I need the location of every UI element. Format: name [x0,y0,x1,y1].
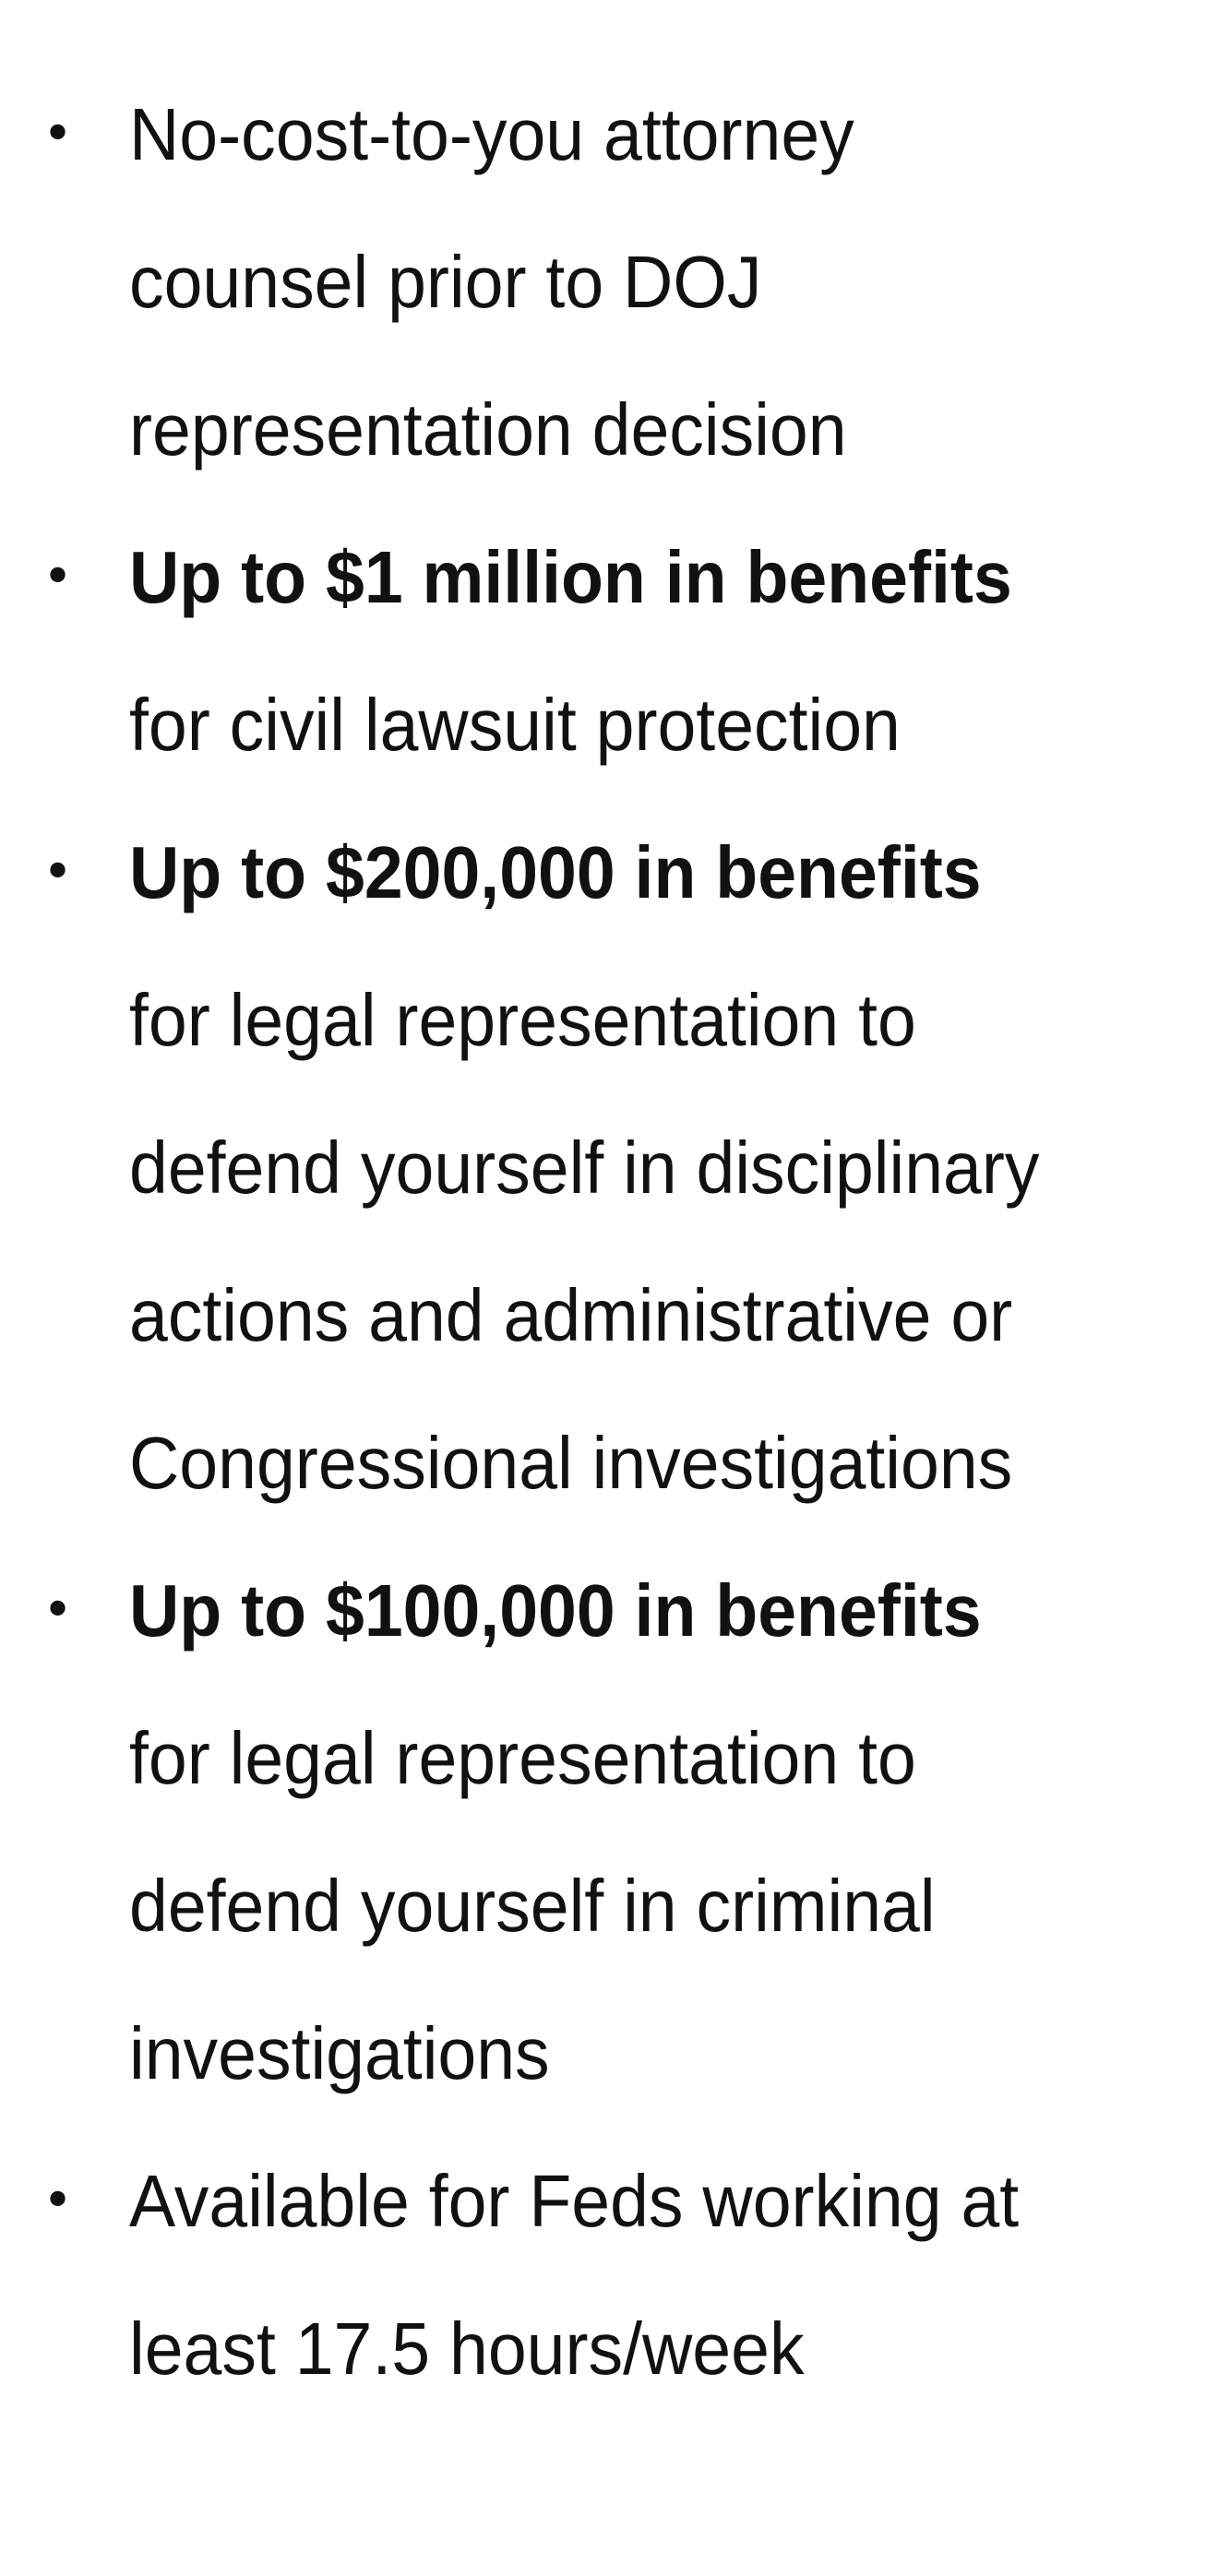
benefit-highlight: Up to $100,000 in benefits [129,1569,982,1652]
benefit-line: counsel prior to DOJ [129,241,762,323]
benefit-text [129,61,1230,504]
bullet-icon: • [42,104,74,164]
benefit-line: defend yourself in criminal [129,1865,936,1947]
benefit-text [129,2128,1230,2423]
benefit-text [129,799,1230,1537]
bullet-icon: • [42,1580,74,1640]
benefit-line: Congressional investigations [129,1422,1013,1504]
benefit-item-civil-lawsuit [0,504,1230,799]
benefit-item-disciplinary [0,799,1230,1537]
benefits-list [0,61,1230,2423]
benefit-item-criminal [0,1537,1230,2128]
benefit-line: least 17.5 hours/week [129,2308,805,2390]
benefit-line: for legal representation to [129,979,916,1061]
benefit-line: actions and administrative or [129,1274,1013,1356]
benefit-line: Available for Feds working at [129,2160,1020,2242]
benefit-text [129,504,1230,799]
bullet-icon: • [42,2171,74,2231]
benefit-line: No-cost-to-you attorney [129,93,854,175]
benefit-item-eligibility [0,2128,1230,2423]
benefit-text [129,1537,1230,2128]
benefit-line: for legal representation to [129,1717,916,1799]
bullet-icon: • [42,547,74,607]
benefit-line: defend yourself in disciplinary [129,1127,1040,1209]
benefit-highlight: Up to $1 million in benefits [129,536,1012,618]
benefit-line: representation decision [129,388,847,471]
benefit-line: for civil lawsuit protection [129,684,901,766]
benefit-line: investigations [129,2012,550,2094]
bullet-icon: • [42,842,74,902]
benefit-item-attorney-counsel [0,61,1230,504]
benefit-highlight: Up to $200,000 in benefits [129,831,982,913]
